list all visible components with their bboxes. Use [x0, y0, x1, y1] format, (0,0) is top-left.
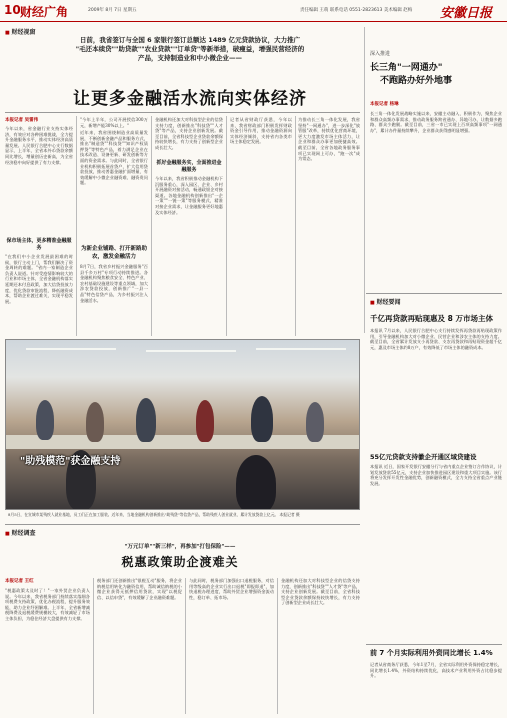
divider: [185, 578, 186, 714]
bottom-paragraph-1: "税惠政策太及时了！"一家外贸企业负责人说。今年以来，我省税务部门持续落实落细各项税费支持政策，优化办税流程，提升服务效能，助力企业纾困解难。上半年，全省新增减税降费及退税缓费规模较大，有效减轻了市场主体负担，为稳住经济大盘提供有力支撑。: [5, 588, 90, 621]
divider: [226, 116, 227, 336]
col3-subhead: 抓好金融服务实，全面推进金融服务: [156, 160, 222, 173]
divider: [366, 644, 502, 645]
col2-paragraph-2: 近年来，我省围绕制造业高质量发展，不断创新金融产品和服务方式，推出"制造贷""科技贷""知识产权质押贷"等特色产品，着力满足企业在技术改造、设备更新、研发创新等方面的资金需求。与此同时，全省银行业机构积极拓展首贷户，扩大信用贷款投放，推动普惠金融扩面增量，有效缓解中小微企业融资难、融资贵问题。: [80, 130, 148, 186]
col5-paragraph: 长三角一体化发展战略实施以来，安徽主动融入、积极作为，聚焦企业和群众高频办事需求，推动政务服务跨省通办、异地可办，让数据多跑路、群众少跑腿。截至目前，三省一市已实现上百项高频事项"一网通办"，累计办件量持续攀升，企业群众获得感明显增强。: [370, 111, 502, 133]
bottom-byline: 本报记者 王红: [5, 579, 34, 584]
divider: [151, 116, 152, 336]
news-paragraph-2: 本报讯 近日，国家开发银行安徽分行与省内重点企业签订合作协议，计划发放贷款55亿元，支持企业加快推进园区建设和重大项目实施。该行将充分发挥开发性金融优势，创新融资模式，全力支持全省重点产业链发展。: [370, 464, 502, 486]
divider: [5, 524, 360, 525]
col1-subhead: 保市场主体，更多精准金融服务: [6, 238, 72, 251]
main-headline: 让更多金融活水流向实体经济: [73, 89, 307, 109]
news-headline-1: 千亿再贷款再贴现惠及 8 万市场主体: [370, 314, 493, 323]
col5-headline-1: 长三角"一网通办": [370, 63, 443, 73]
col3-paragraph-2: 今年以来，我省积极推动金融机构下沉服务重心，深入园区、企业、乡村开展融资对接活动，畅通政银企对接渠道。各地金融机构创新推出"一企一策""一链一策"等服务模式，精准对接企业需求，让金融服务更好地惠及实体经济。: [155, 176, 223, 215]
bottom-paragraph-3: 与此同时，税务部门加强出口退税服务，对信用等级高的企业实行出口退税"即报即退"，加快退税办理进度，帮助外贸企业增强资金流动性，稳订单、拓市场。: [189, 578, 274, 600]
paper-logo: 安徽日报: [440, 6, 493, 21]
col2-subhead: 为新企业铺路、打开新路助农，激发金融活力: [80, 246, 147, 260]
col5-byline: 本报记者 杨琳: [370, 102, 399, 107]
col2-paragraph-3: 8月7日，我省乡村振兴金融服务"百县千乡万村"专项行动持续推进。各金融机构聚焦粮食安全、特色产业、农村基础设施建设等重点领域，加大涉农贷款投放，创新推广"一县一品"特色信贷产品，为乡村振兴注入金融活水。: [80, 264, 148, 303]
bottom-headline: 税惠政策助企渡难关: [121, 555, 239, 569]
divider: [366, 293, 502, 294]
subtitle-line-1: 日前，我省签订与全国 6 家银行签订总额达 1489 亿元贷款协议，大力推广: [79, 36, 301, 44]
divider: [277, 578, 278, 714]
photo-caption-overlay: "助残模范"获金融支持: [20, 456, 121, 467]
col4-paragraph-2: 为推动长三角一体化发展，我省坚持"一网通办"，进一步深化"放管服"改革，持续优化营商环境，更大力度激发市场主体活力，让企业和群众办事更加便捷高效。截至目前，全省各地政务服务事项已实现网上可办，"跑一次"成为常态。: [298, 117, 360, 162]
column-tag-finance-window: ■ 财经视窗: [5, 27, 35, 36]
col5-kicker: 深入推进: [370, 51, 391, 57]
col2-paragraph: "今年上半年，公司开展授信300万元，新增产能30%以上。": [80, 117, 148, 128]
bottom-paragraph-2: 税务部门还创新推出"银税互动"服务，将企业纳税信用转化为融资信用，帮助诚信纳税的小微企业获得无抵押信用贷款，实现"以税促信、以信申贷"，有效缓解了企业融资难题。: [97, 578, 182, 600]
page-number: 10: [4, 3, 21, 17]
photo-caption: 8月5日，在宣城市某残疾人就业基地，员工们正在加工服装。近年来，当地金融机构创新推出"助残贷"等信贷产品，帮助残疾人创业就业，累计发放贷款上亿元。 本报记者 摄: [8, 512, 300, 517]
divider: [5, 112, 360, 113]
news-headline-3: 前 7 个月实际利用外资同比增长 1.4%: [370, 649, 493, 657]
section-title: 财经广角: [20, 5, 69, 19]
col1-paragraph: 今年以来，省金融行业支持实体经济，有效应对各种困难挑战，全力提升金融服务水平，推动实体经济高质量发展。人民银行合肥中心支行数据显示，上半年，全省本外币贷款余额同比增长，增量创历史新高，为全省经济稳中向好提供了有力支撑。: [5, 126, 73, 165]
news-photo: [5, 339, 360, 510]
news-paragraph-1: 本报讯 7月以来，人民银行合肥中心支行持续发挥再贷款再贴现政策作用，引导金融机构加大对小微企业、民营企业和涉农主体的支持力度。截至目前，全省累计发放支小再贷款、支农再贷款和再贴现资金超千亿元，惠及市场主体约8万户，有效降低了市场主体的融资成本。: [370, 328, 502, 350]
divider: [93, 578, 94, 714]
subtitle-line-3: 产品，支持制造业和中小微企业——: [138, 54, 242, 62]
page-header: [0, 0, 507, 22]
column-tag-finance-news: ■ 财经要闻: [370, 297, 400, 306]
col4-paragraph: 记者从省财政厅获悉，今年以来，我省财政部门积极发挥财政资金引导作用，推动金融资源向实体经济倾斜，支持省内各类市场主体稳定发展。: [230, 117, 292, 145]
divider: [364, 27, 365, 333]
column-tag-finance-survey: ■ 财经调查: [5, 528, 35, 537]
col1-byline: 本报记者 吴雷伟: [5, 118, 39, 123]
issue-date: 2009年 8月 7日 星期五: [88, 8, 137, 13]
col5-headline-2: 不跑路办好外地事: [380, 76, 453, 86]
editor-info: 责任编辑 王萌 联系电话 0551-2823613 美术编辑 赵梅: [300, 8, 413, 13]
bottom-paragraph-4: 金融机构还加大对科技型企业的信贷支持力度，创新推出"科技贷""人才贷"等产品，支持企业创新发展。截至目前，全省科技型企业贷款余额保持较快增长，有力支持了创新型企业成长壮大。: [281, 578, 360, 606]
subtitle-line-2: "毛还本续贷""助贷款""农业贷款""订单贷"等新举措，破瘦益，增强民营经济的: [75, 45, 305, 53]
col3-paragraph: 金融机构还加大对科技型企业的信贷支持力度，创新推出"科技贷""人才贷"等产品，支持企业创新发展。截至目前，全省科技型企业贷款余额保持较快增长，有力支持了创新型企业成长壮大。: [155, 117, 223, 150]
divider: [295, 116, 296, 336]
news-paragraph-3: 记者从省商务厅获悉，今年1至7月，全省实际利用外资保持稳定增长，同比增长1.4%，外资结构持续优化，高技术产业利用外资占比稳步提升。: [370, 662, 502, 679]
news-headline-2: 55亿元贷款支持徽企开通区域贷建设: [370, 453, 477, 461]
divider: [76, 116, 77, 336]
bottom-subtitle: "万元订单""新三样"，再参加"打包保险"——: [124, 544, 236, 550]
col1-paragraph-2: "在我们中小企业发展最困难的时候，银行主动上门，帮我们解决了资金周转的难题。"省内一家制造企业负责人说道。针对受疫情影响较大的行业和市场主体，全省金融机构落实延期还本付息政策，加大信贷投放力度，优化贷款审批流程，降低融资成本，帮助企业渡过难关，实现平稳发展。: [5, 254, 73, 304]
